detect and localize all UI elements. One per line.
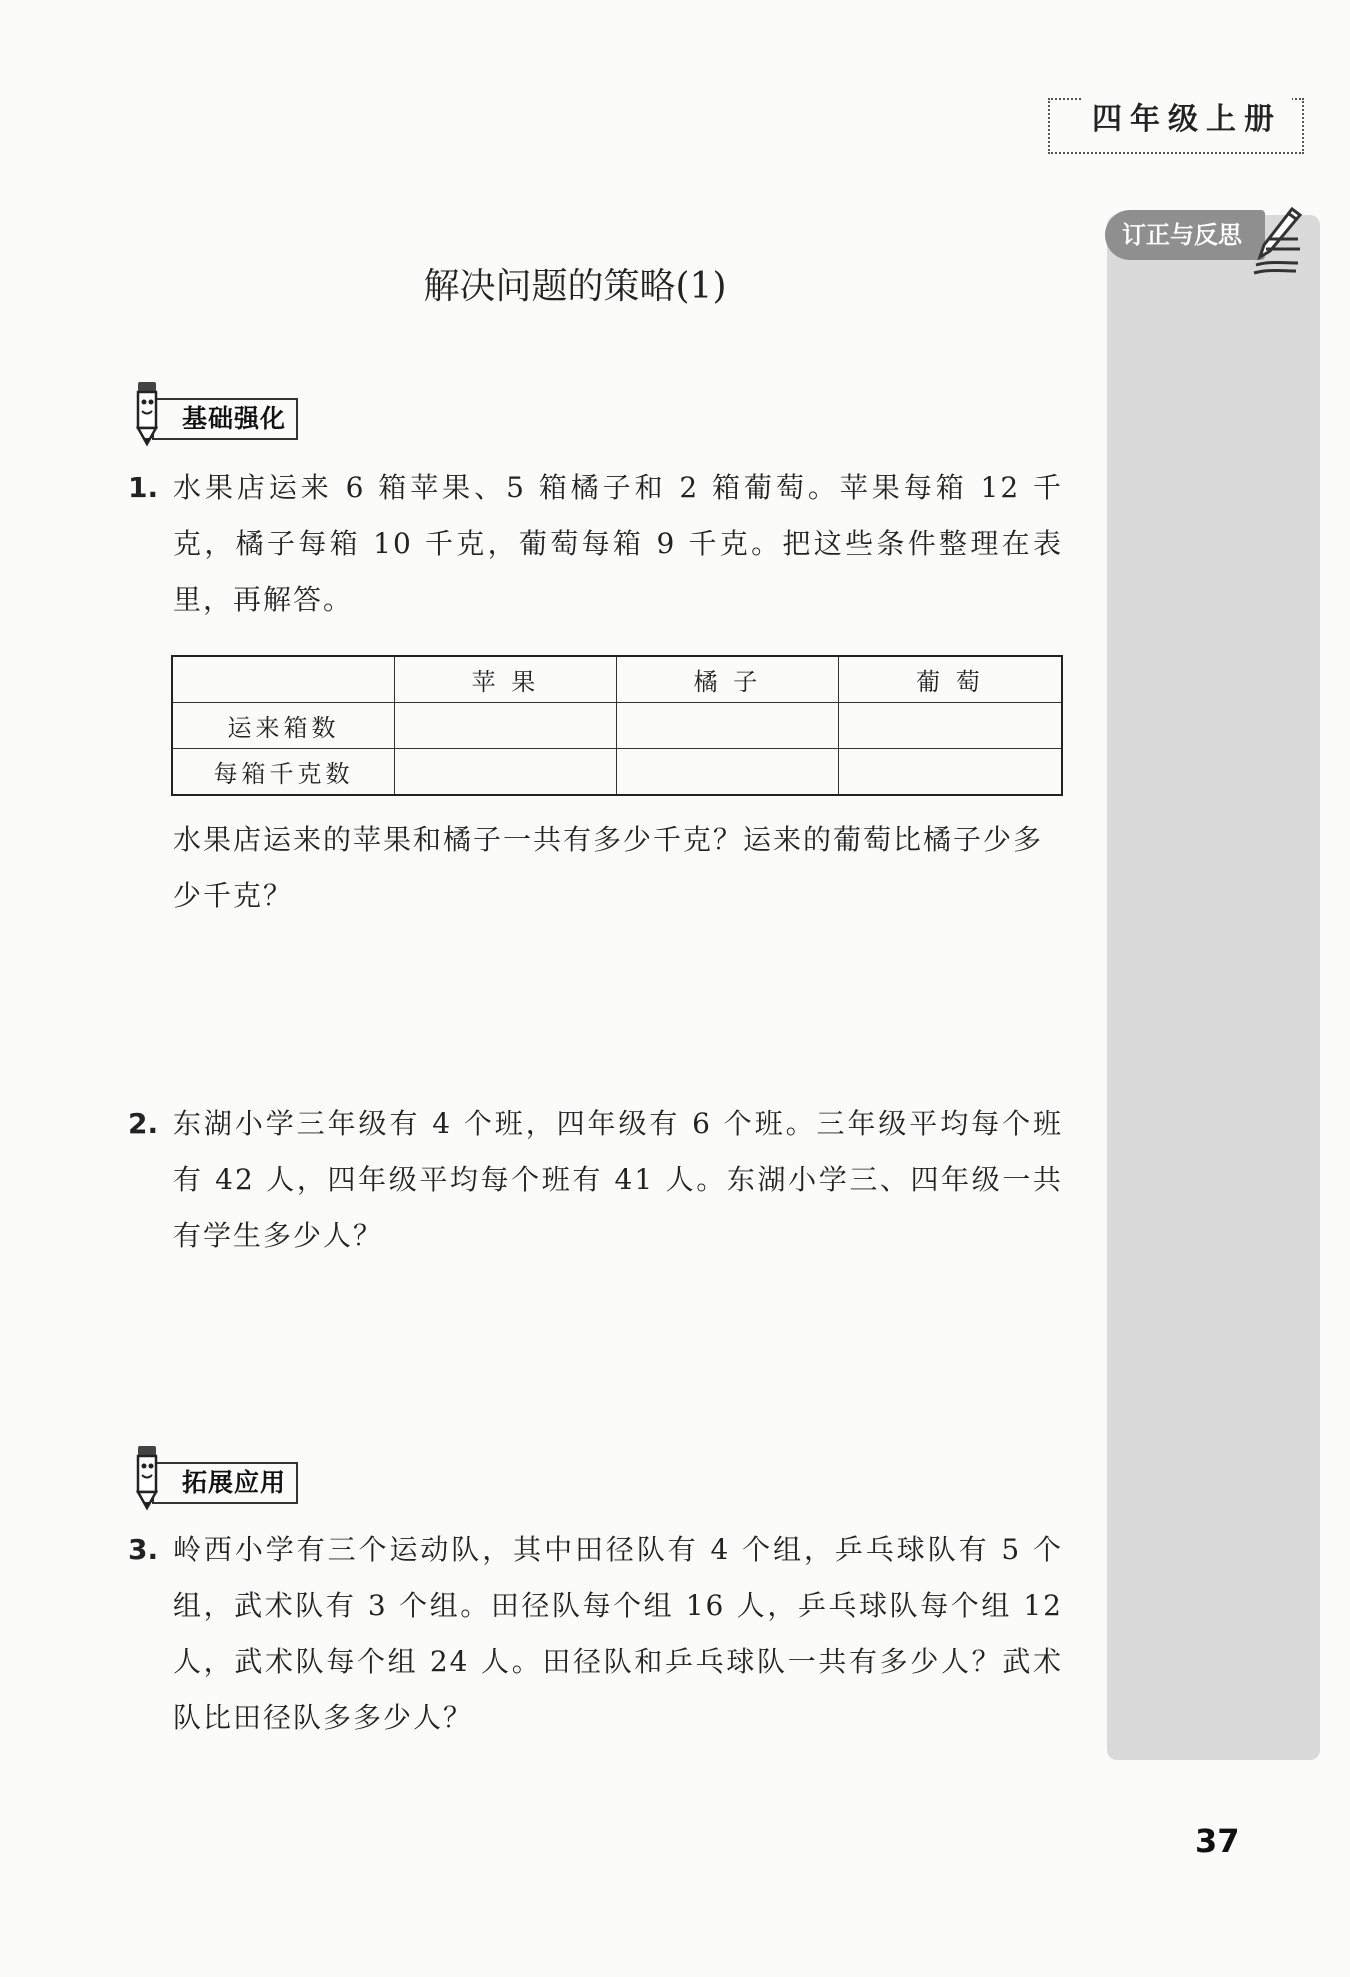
answer-cell[interactable]	[838, 703, 1062, 749]
page-title: 解决问题的策略(1)	[423, 266, 727, 307]
table-row	[172, 749, 1062, 796]
table-header-row	[172, 656, 1062, 703]
problem-number: 1.	[128, 471, 159, 504]
table-header-cell: 橘 子	[616, 656, 838, 703]
section-basic	[130, 378, 300, 438]
problem-number: 2.	[128, 1107, 159, 1140]
problem-text: 水果店运来 6 箱苹果、5 箱橘子和 2 箱葡萄。苹果每箱 12 千克，橘子每箱 10 千克，葡萄每箱 9 千克。把这些条件整理在表里，再解答。	[173, 471, 1063, 616]
pencil-mascot-icon	[130, 1442, 164, 1512]
answer-cell[interactable]	[395, 749, 617, 796]
section-extend	[130, 1442, 300, 1502]
row-label: 每箱千克数	[172, 749, 395, 796]
problem-1	[128, 460, 1068, 628]
section-basic-label: 基础强化	[182, 404, 287, 433]
section-basic-box	[152, 398, 298, 440]
table-header-cell	[172, 656, 395, 703]
answer-cell[interactable]	[395, 703, 617, 749]
section-extend-box	[152, 1462, 298, 1504]
section-extend-label: 拓展应用	[182, 1468, 287, 1497]
table-row	[172, 703, 1062, 749]
page-number: 37	[1195, 1822, 1240, 1860]
data-table	[171, 655, 1063, 796]
correction-sidebar	[1107, 215, 1320, 1760]
answer-cell[interactable]	[838, 749, 1062, 796]
pen-icon	[1248, 205, 1304, 277]
pencil-mascot-icon	[130, 378, 164, 448]
sidebar-title: 订正与反思	[1122, 221, 1242, 249]
problem-1-question: 水果店运来的苹果和橘子一共有多少千克？运来的葡萄比橘子少多少千克？	[173, 823, 1044, 912]
grade-label: 四年级上册	[1082, 98, 1292, 142]
table-header-cell: 葡 萄	[838, 656, 1062, 703]
problem-number: 3.	[128, 1533, 159, 1566]
answer-cell[interactable]	[616, 749, 838, 796]
problem-text: 岭西小学有三个运动队，其中田径队有 4 个组，乒乓球队有 5 个组，武术队有 3 个组。田径队每个组 16 人，乒乓球队每个组 12 人，武术队每个组 24 人。田径队和乒乓球队一共有多少人？武术队比田径队多多少人？	[173, 1533, 1063, 1734]
problem-2	[128, 1096, 1068, 1264]
problem-text: 东湖小学三年级有 4 个班，四年级有 6 个班。三年级平均每个班有 42 人，四年级平均每个班有 41 人。东湖小学三、四年级一共有学生多少人？	[173, 1107, 1063, 1252]
table-header-cell: 苹 果	[395, 656, 617, 703]
answer-cell[interactable]	[616, 703, 838, 749]
row-label: 运来箱数	[172, 703, 395, 749]
problem-3	[128, 1522, 1068, 1746]
